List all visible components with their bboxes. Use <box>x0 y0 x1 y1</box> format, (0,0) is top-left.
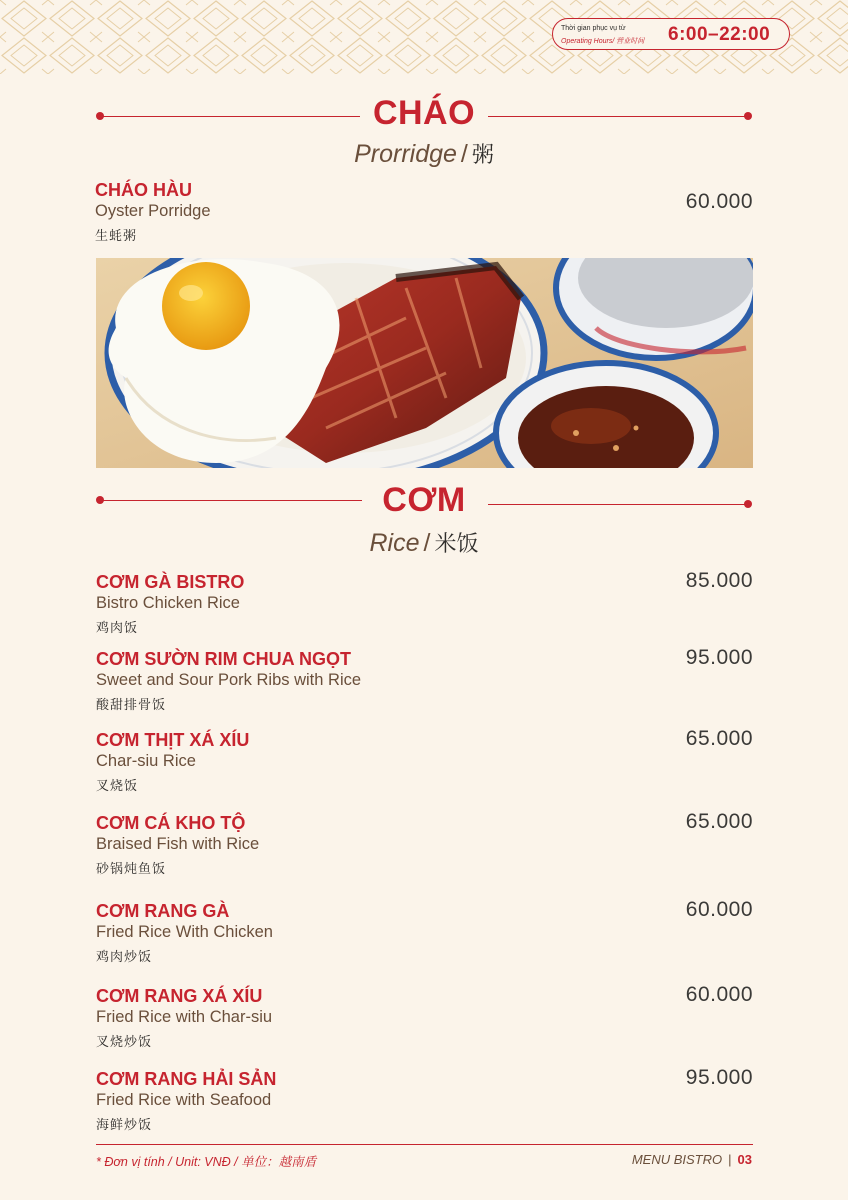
item-price: 60.000 <box>685 898 753 921</box>
item-name-en: Sweet and Sour Pork Ribs with Rice <box>96 671 362 689</box>
item-price: 65.000 <box>685 727 753 750</box>
hours-label-en: Operating Hours/ 营业时间 <box>561 38 645 45</box>
subtitle-cn: 粥 <box>471 142 494 167</box>
item-price: 60.000 <box>685 190 753 213</box>
item-name-cn: 叉烧饭 <box>96 778 139 793</box>
item-price: 85.000 <box>685 569 753 592</box>
section-title-chao: CHÁO <box>372 94 476 132</box>
menu-item <box>96 813 756 877</box>
page-number: 03 <box>737 1152 752 1167</box>
item-name-en: Char-siu Rice <box>96 752 196 770</box>
item-name-cn: 海鲜炒饭 <box>96 1117 153 1132</box>
item-name-en: Fried Rice with Seafood <box>96 1091 272 1109</box>
item-name-en: Bistro Chicken Rice <box>96 594 240 612</box>
menu-item <box>96 572 756 636</box>
item-name-vn: CƠM GÀ BISTRO <box>96 572 245 592</box>
unit-footnote: * Đơn vị tính / Unit: VNĐ / 单位：越南盾 <box>96 1155 317 1169</box>
item-name-cn: 鸡肉炒饭 <box>96 949 153 964</box>
footer-divider <box>96 1144 753 1145</box>
footer-separator: | <box>728 1152 732 1167</box>
menu-item <box>96 901 756 965</box>
item-name-vn: CƠM RANG XÁ XÍU <box>96 986 263 1006</box>
item-name-cn: 酸甜排骨饭 <box>96 697 167 712</box>
section-title-com: CƠM <box>382 481 466 519</box>
item-name-en: Braised Fish with Rice <box>96 835 260 853</box>
menu-item <box>95 180 755 244</box>
menu-item <box>96 730 756 794</box>
item-price: 95.000 <box>685 646 753 669</box>
menu-label: MENU BISTRO <box>631 1152 723 1167</box>
item-name-en: Oyster Porridge <box>95 202 211 220</box>
section-subtitle-com <box>0 527 848 558</box>
item-price: 60.000 <box>685 983 753 1006</box>
item-name-vn: CƠM CÁ KHO TỘ <box>96 813 246 833</box>
item-name-cn: 鸡肉饭 <box>96 620 139 635</box>
item-name-cn: 砂锅炖鱼饭 <box>96 861 167 876</box>
menu-item <box>96 1069 756 1133</box>
subtitle-cn: 米饭 <box>434 531 479 556</box>
food-photo <box>96 258 753 468</box>
footer-page-info <box>632 1152 752 1167</box>
item-name-en: Fried Rice With Chicken <box>96 923 273 941</box>
item-price: 65.000 <box>685 810 753 833</box>
item-name-vn: CHÁO HÀU <box>95 180 192 200</box>
menu-item <box>96 986 756 1050</box>
item-name-vn: CƠM THỊT XÁ XÍU <box>96 730 250 750</box>
item-name-cn: 叉烧炒饭 <box>96 1034 153 1049</box>
section-subtitle-chao <box>0 138 848 169</box>
item-name-en: Fried Rice with Char-siu <box>96 1008 273 1026</box>
subtitle-separator: / <box>460 140 468 168</box>
subtitle-separator: / <box>423 529 431 557</box>
menu-item <box>96 649 756 713</box>
hours-time: 6:00–22:00 <box>668 24 771 45</box>
item-price: 95.000 <box>685 1066 753 1089</box>
item-name-cn: 生蚝粥 <box>95 228 138 243</box>
item-name-vn: CƠM RANG GÀ <box>96 901 230 921</box>
subtitle-en: Rice <box>369 529 420 557</box>
item-name-vn: CƠM SƯỜN RIM CHUA NGỌT <box>96 649 351 669</box>
operating-hours-badge <box>552 18 790 50</box>
item-name-vn: CƠM RANG HẢI SẢN <box>96 1069 277 1089</box>
subtitle-en: Prorridge <box>354 140 457 168</box>
hours-label-vn: Thời gian phục vụ từ <box>561 25 626 32</box>
